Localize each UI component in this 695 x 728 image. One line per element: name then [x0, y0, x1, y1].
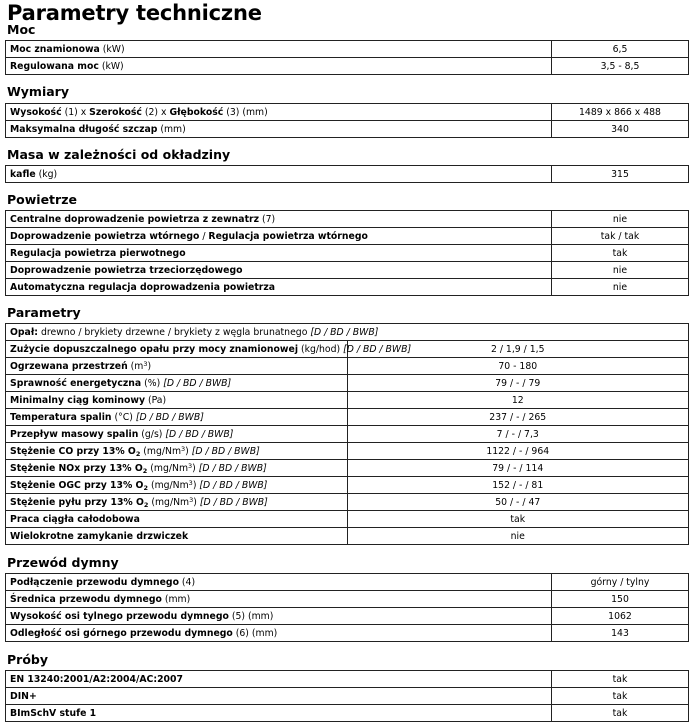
table-row [6, 528, 689, 545]
table-row [6, 671, 689, 688]
table-row [6, 477, 689, 494]
row-value: 150 [552, 591, 689, 608]
section-title-proby: Próby [7, 652, 49, 667]
row-label: Przepływ masowy spalin (g/s) [D / BD / BWB] [6, 426, 348, 443]
row-label: Doprowadzenie powietrza wtórnego / Regulacja powietrza wtórnego [6, 228, 552, 245]
row-value: 340 [552, 121, 689, 138]
row-value: 70 - 180 [347, 358, 689, 375]
table-row [6, 494, 689, 511]
row-value: 7 / - / 7,3 [347, 426, 689, 443]
row-label: Sprawność energetyczna (%) [D / BD / BWB] [6, 375, 348, 392]
row-label: Ogrzewana przestrzeń $(m^3)$ [6, 358, 348, 375]
table-row [6, 41, 689, 58]
table-row [6, 104, 689, 121]
table-row [6, 358, 689, 375]
table-row [6, 443, 689, 460]
row-label: EN 13240:2001/A2:2004/AC:2007 [6, 671, 552, 688]
table-row [6, 426, 689, 443]
row-label: Zużycie dopuszczalnego opału przy mocy znamionowej (kg/hod) [D / BD / BWB] [6, 341, 348, 358]
table-row [6, 211, 689, 228]
row-value: nie [552, 211, 689, 228]
table-row [6, 228, 689, 245]
section-title-powietrze: Powietrze [7, 192, 77, 207]
table-row [6, 324, 689, 341]
row-label: Wysokość (1) x Szerokość (2) x Głębokość (3) (mm) [6, 104, 552, 121]
row-label: Stężenie NOx przy 13% $O_2$ (mg/Nm$^3$) [D / BD / BWB] [6, 460, 348, 477]
row-value: nie [347, 528, 689, 545]
table-row [6, 688, 689, 705]
row-value: tak [347, 511, 689, 528]
table-powietrze [5, 210, 689, 296]
row-label: Średnica przewodu dymnego (mm) [6, 591, 552, 608]
table-row [6, 705, 689, 722]
row-label: DIN+ [6, 688, 552, 705]
row-value: tak [552, 688, 689, 705]
row-value: 152 / - / 81 [347, 477, 689, 494]
table-row [6, 460, 689, 477]
table-row [6, 245, 689, 262]
row-value: nie [552, 279, 689, 296]
row-label: Doprowadzenie powietrza trzeciorzędowego [6, 262, 552, 279]
row-label: Centralne doprowadzenie powietrza z zewnatrz (7) [6, 211, 552, 228]
row-label: Maksymalna długość szczap (mm) [6, 121, 552, 138]
section-title-parametry: Parametry [7, 305, 81, 320]
row-value: tak [552, 705, 689, 722]
table-row [6, 279, 689, 296]
row-value: tak [552, 245, 689, 262]
table-wymiary [5, 103, 689, 138]
row-value: 315 [552, 166, 689, 183]
table-row [6, 58, 689, 75]
row-label: Wysokość osi tylnego przewodu dymnego (5) (mm) [6, 608, 552, 625]
table-row [6, 392, 689, 409]
row-value: 143 [552, 625, 689, 642]
table-parametry [5, 323, 689, 545]
table-row [6, 262, 689, 279]
row-value: 237 / - / 265 [347, 409, 689, 426]
section-title-przewod-dymny: Przewód dymny [7, 555, 119, 570]
row-label: Automatyczna regulacja doprowadzenia powietrza [6, 279, 552, 296]
row-label: Moc znamionowa (kW) [6, 41, 552, 58]
row-label: Praca ciągła całodobowa [6, 511, 348, 528]
row-label: Regulowana moc (kW) [6, 58, 552, 75]
row-value: 1489 x 866 x 488 [552, 104, 689, 121]
table-row [6, 591, 689, 608]
row-value: 12 [347, 392, 689, 409]
row-value: 2 / 1,9 / 1,5 [347, 341, 689, 358]
row-label: Minimalny ciąg kominowy (Pa) [6, 392, 348, 409]
section-title-wymiary: Wymiary [7, 84, 69, 99]
row-label: Wielokrotne zamykanie drzwiczek [6, 528, 348, 545]
table-moc [5, 40, 689, 75]
table-masa [5, 165, 689, 183]
row-label: Stężenie OGC przy 13% $O_2$ (mg/Nm$^3$) [D / BD / BWB] [6, 477, 348, 494]
table-row [6, 574, 689, 591]
section-title-moc: Moc [7, 22, 36, 37]
row-label: Regulacja powietrza pierwotnego [6, 245, 552, 262]
row-value: 79 / - / 79 [347, 375, 689, 392]
row-value: nie [552, 262, 689, 279]
table-przewod-dymny [5, 573, 689, 642]
table-row [6, 121, 689, 138]
row-value: 3,5 - 8,5 [552, 58, 689, 75]
row-label: Stężenie CO przy 13% $O_2$ (mg/Nm$^3$) [D / BD / BWB] [6, 443, 348, 460]
section-title-masa: Masa w zależności od okładziny [7, 147, 231, 162]
row-label: kafle (kg) [6, 166, 552, 183]
page-title: Parametry techniczne [7, 1, 262, 25]
row-label: Stężenie pyłu przy 13% $O_2$ (mg/Nm$^3$) [D / BD / BWB] [6, 494, 348, 511]
row-value: 50 / - / 47 [347, 494, 689, 511]
row-value: górny / tylny [552, 574, 689, 591]
table-row [6, 511, 689, 528]
table-row [6, 166, 689, 183]
row-value: 1122 / - / 964 [347, 443, 689, 460]
row-label: Podłączenie przewodu dymnego (4) [6, 574, 552, 591]
row-label: Temperatura spalin (°C) [D / BD / BWB] [6, 409, 348, 426]
row-value: 6,5 [552, 41, 689, 58]
table-row [6, 608, 689, 625]
row-value: 1062 [552, 608, 689, 625]
table-proby [5, 670, 689, 722]
row-value: tak [552, 671, 689, 688]
row-label: Odległość osi górnego przewodu dymnego (6) (mm) [6, 625, 552, 642]
table-row [6, 625, 689, 642]
row-value: 79 / - / 114 [347, 460, 689, 477]
row-label-opal: Opał: drewno / brykiety drzewne / brykiety z węgla brunatnego [D / BD / BWB] [6, 324, 689, 341]
table-row [6, 409, 689, 426]
table-row [6, 375, 689, 392]
table-row [6, 341, 689, 358]
row-label: BImSchV stufe 1 [6, 705, 552, 722]
row-value: tak / tak [552, 228, 689, 245]
